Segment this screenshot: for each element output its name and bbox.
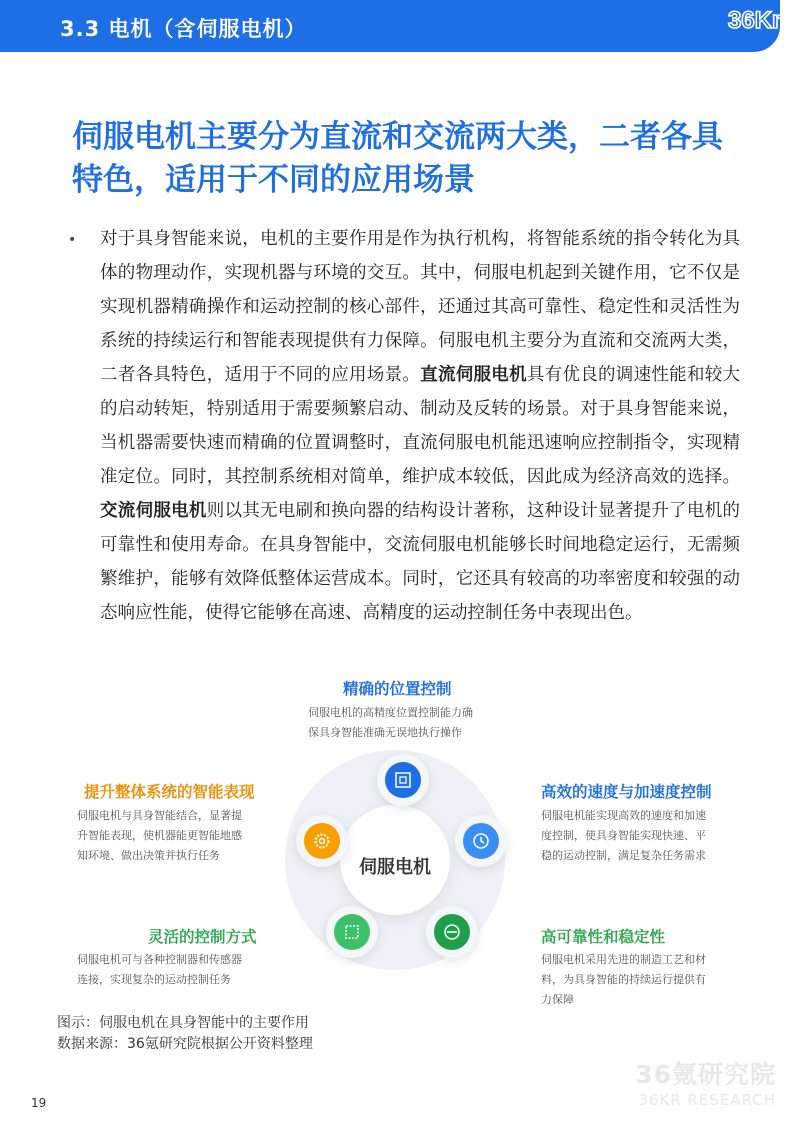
desc-line: 连接，实现复杂的运动控制任务 bbox=[77, 973, 231, 986]
desc-line: 知环境、做出决策并执行任务 bbox=[77, 849, 220, 862]
node-circle bbox=[385, 762, 421, 798]
page-number: 19 bbox=[31, 1096, 47, 1110]
body-text-2: 具有优良的调速性能和较大的启动转矩，特别适用于需要频繁启动、制动及反转的场景。对于具身智能来说，当机器需要快速而精确的位置调整时，直流伺服电机能迅速响应控制指令，实现精准定位。同时，其控制系统相对简单，维护成本较低，因此成为经济高效的选择。 bbox=[100, 365, 741, 487]
desc-line: 升智能表现，使机器能更智能地感 bbox=[77, 829, 242, 842]
node-circle bbox=[463, 823, 499, 859]
bullet-marker: • bbox=[68, 232, 77, 248]
desc-line: 保具身智能准确无误地执行操作 bbox=[308, 726, 462, 739]
desc-line: 伺服电机的高精度位置控制能力确 bbox=[308, 706, 473, 719]
header-bar bbox=[0, 0, 780, 52]
node-circle bbox=[304, 823, 340, 859]
node-circle bbox=[334, 914, 370, 950]
node-intelligence bbox=[296, 815, 348, 867]
feature-desc-speed bbox=[541, 806, 706, 866]
desc-line: 度控制，使具身智能实现快速、平 bbox=[541, 829, 706, 842]
figure-caption bbox=[57, 1013, 313, 1055]
watermark-en: 36KR RESEARCH bbox=[638, 1091, 776, 1109]
frame-icon bbox=[343, 923, 361, 941]
node-circle bbox=[434, 914, 470, 950]
body-bold-dc: 直流伺服电机 bbox=[420, 365, 527, 385]
feature-desc-reliability bbox=[541, 950, 706, 1010]
desc-line: 伺服电机采用先进的制造工艺和材 bbox=[541, 953, 706, 966]
node-reliability bbox=[426, 906, 478, 958]
desc-line: 伺服电机可与各种控制器和传感器 bbox=[77, 953, 242, 966]
desc-line: 力保障 bbox=[541, 993, 574, 1006]
feature-title-intelligence: 提升整体系统的智能表现 bbox=[84, 783, 255, 801]
desc-line: 伺服电机与具身智能结合，显著提 bbox=[77, 809, 242, 822]
clock-icon bbox=[472, 832, 490, 850]
feature-desc-intelligence bbox=[77, 806, 242, 866]
shield-icon bbox=[443, 923, 461, 941]
desc-line: 稳的运动控制，满足复杂任务需求 bbox=[541, 849, 706, 862]
feature-desc-flexible bbox=[77, 950, 242, 990]
caption-line-1: 图示：伺服电机在具身智能中的主要作用 bbox=[57, 1015, 309, 1031]
node-flexible-control bbox=[326, 906, 378, 958]
feature-desc-position bbox=[308, 703, 473, 743]
caption-line-2: 数据来源：36氪研究院根据公开资料整理 bbox=[57, 1036, 313, 1052]
section-title: 3.3 电机（含伺服电机） bbox=[60, 17, 307, 41]
desc-line: 料，为具身智能的持续运行提供有 bbox=[541, 973, 706, 986]
feature-title-speed: 高效的速度与加速度控制 bbox=[541, 783, 712, 801]
body-paragraph bbox=[100, 222, 740, 630]
target-icon bbox=[394, 771, 412, 789]
feature-title-reliability: 高可靠性和稳定性 bbox=[541, 928, 666, 946]
logo-text: 36Kr bbox=[728, 7, 782, 34]
gear-icon bbox=[313, 832, 331, 850]
servo-diagram bbox=[0, 660, 794, 1020]
body-text-3: 则以其无电刷和换向器的结构设计著称，这种设计显著提升了电机的可靠性和使用寿命。在具身智能中，交流伺服电机能够长时间地稳定运行，无需频繁维护，能够有效降低整体运营成本。同时，它还具有较高的功率密度和较强的动态响应性能，使得它能够在高速、高精度的运动控制任务中表现出色。 bbox=[100, 501, 741, 623]
body-bold-ac: 交流伺服电机 bbox=[100, 501, 207, 521]
body-text-1: 对于具身智能来说，电机的主要作用是作为执行机构，将智能系统的指令转化为具体的物理动作，实现机器与环境的交互。其中，伺服电机起到关键作用，它不仅是实现机器精确操作和运动控制的核心部件，还通过其高可靠性、稳定性和灵活性为系统的持续运行和智能表现提供有力保障。伺服电机主要分为直流和交流两大类，二者各具特色，适用于不同的应用场景。 bbox=[100, 229, 740, 385]
center-label: 伺服电机 bbox=[359, 857, 431, 878]
logo bbox=[684, 0, 794, 52]
desc-line: 伺服电机能实现高效的速度和加速 bbox=[541, 809, 706, 822]
feature-title-position: 精确的位置控制 bbox=[343, 680, 452, 698]
page-title: 伺服电机主要分为直流和交流两大类，二者各具特色，适用于不同的应用场景 bbox=[72, 119, 723, 198]
watermark-cn: 36氪研究院 bbox=[635, 1060, 776, 1089]
node-speed-control bbox=[455, 815, 507, 867]
feature-title-flexible: 灵活的控制方式 bbox=[148, 928, 257, 946]
node-position-control bbox=[377, 754, 429, 806]
watermark bbox=[600, 1055, 776, 1109]
